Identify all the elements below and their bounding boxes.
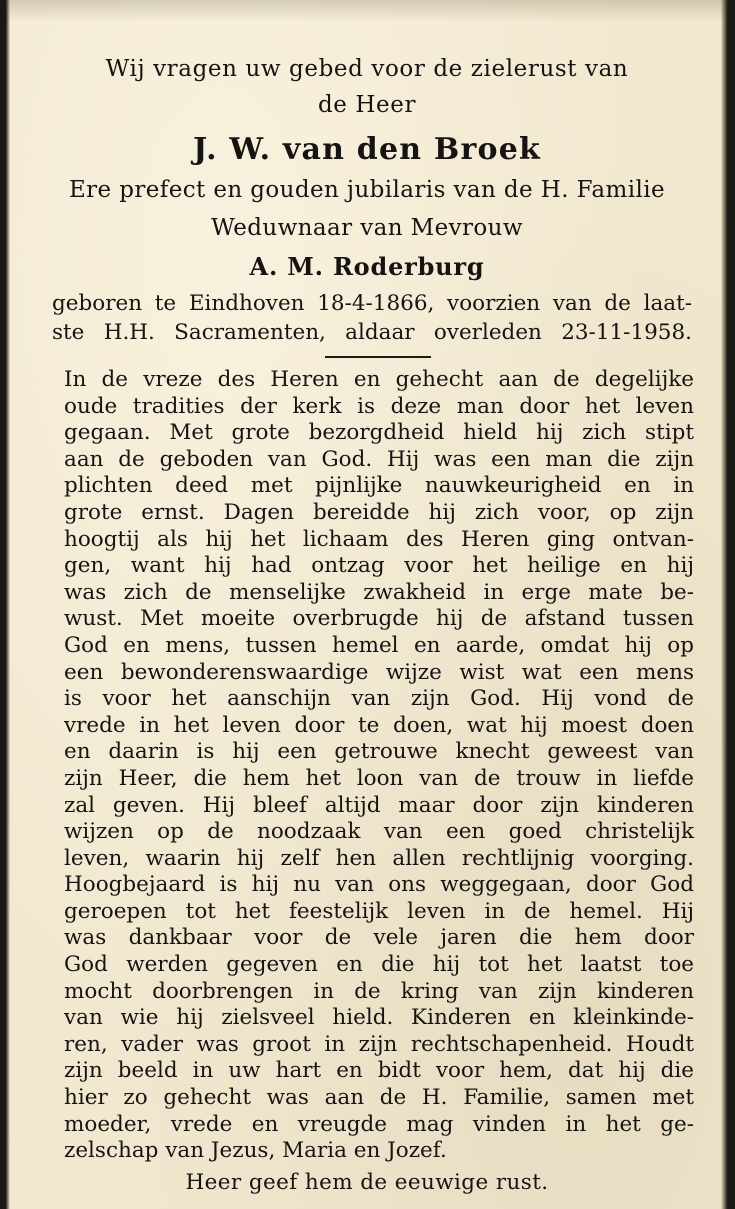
memorial-text-line: In de vreze des Heren en gehecht aan de degelijke bbox=[64, 367, 694, 392]
memorial-text-line: God en mens, tussen hemel en aarde, omdat hij op bbox=[64, 632, 694, 658]
memorial-text-line: zelschap van Jezus, Maria en Jozef. bbox=[64, 1138, 447, 1164]
prayer-request-title: de Heer bbox=[317, 92, 417, 118]
memorial-text-line: moeder, vrede en vreugde mag vinden in het ge- bbox=[64, 1111, 694, 1137]
memorial-text-line: Hoogbejaard is hij nu van ons weggegaan, door God bbox=[64, 872, 694, 898]
memorial-text-line: zal geven. Hij bleef altijd maar door zijn kinderen bbox=[64, 792, 694, 818]
memorial-text-line: zijn beeld in uw hart en bidt voor hem, dat hij die bbox=[64, 1058, 694, 1084]
memorial-text-line: gegaan. Met grote bezorgdheid hield hij zich stipt bbox=[64, 420, 694, 446]
memorial-text-line: hoogtij als hij het lichaam des Heren ging ontvan- bbox=[64, 526, 694, 552]
memorial-text-line: was dankbaar voor de vele jaren die hem door bbox=[64, 925, 694, 951]
memorial-text-line: en daarin is hij een getrouwe knecht geweest van bbox=[64, 739, 694, 765]
memorial-text-line: aan de geboden van God. Hij was een man die zijn bbox=[64, 446, 694, 472]
birth-death-line: geboren te Eindhoven 18-4-1866, voorzien van de laat- bbox=[52, 291, 692, 316]
memorial-text-line: ren, vader was groot in zijn rechtschapenheid. Houdt bbox=[64, 1031, 694, 1057]
memorial-text-line: zijn Heer, die hem het loon van de trouw in liefde bbox=[64, 765, 694, 791]
spouse-name: A. M. Roderburg bbox=[249, 252, 485, 281]
deceased-honors: Ere prefect en gouden jubilaris van de H. Familie bbox=[68, 177, 666, 203]
memorial-text-line: God werden gegeven en die hij tot het laatst toe bbox=[64, 952, 694, 978]
memorial-text-line: plichten deed met pijnlijke nauwkeurigheid en in bbox=[64, 473, 694, 499]
birth-death-details bbox=[52, 289, 692, 347]
memorial-text-line: een bewonderenswaardige wijze wist wat een mens bbox=[64, 659, 694, 685]
card-top-shade bbox=[6, 0, 728, 22]
memorial-text-line: geroepen tot het feestelijk leven in de hemel. Hij bbox=[64, 898, 694, 924]
memorial-text-line: wijzen op de noodzaak van een goed christelijk bbox=[64, 819, 694, 845]
birth-death-line: ste H.H. Sacramenten, aldaar overleden 23-11-1958. bbox=[52, 320, 692, 345]
widower-line: Weduwnaar van Mevrouw bbox=[211, 215, 523, 241]
memorial-text-line: leven, waarin hij zelf hen allen rechtlijnig voorging. bbox=[64, 845, 694, 871]
divider-rule bbox=[325, 356, 431, 358]
memorial-text-line: gen, want hij had ontzag voor het heilige en hij bbox=[64, 553, 694, 579]
memorial-text-line: is voor het aanschijn van zijn God. Hij vond de bbox=[64, 686, 694, 712]
deceased-name: J. W. van den Broek bbox=[193, 132, 541, 167]
memorial-text-line: van wie hij zielsveel hield. Kinderen en kleinkinde- bbox=[64, 1005, 694, 1031]
memorial-text-line: grote ernst. Dagen bereidde hij zich voor, op zijn bbox=[64, 499, 694, 525]
memorial-text-line: oude tradities der kerk is deze man door het leven bbox=[64, 393, 694, 419]
memorial-text bbox=[64, 367, 694, 1165]
memorial-text-line: was zich de menselijke zwakheid in erge mate be- bbox=[64, 579, 694, 605]
memorial-text-line: wust. Met moeite overbrugde hij de afstand tussen bbox=[64, 606, 694, 632]
memorial-card bbox=[6, 0, 728, 1209]
prayer-request-line: Wij vragen uw gebed voor de zielerust van bbox=[105, 56, 629, 82]
memorial-text-line: hier zo gehecht was aan de H. Familie, samen met bbox=[64, 1085, 694, 1111]
closing-prayer: Heer geef hem de eeuwige rust. bbox=[185, 1170, 549, 1195]
memorial-text-line: mocht doorbrengen in de kring van zijn kinderen bbox=[64, 978, 694, 1004]
memorial-text-line: vrede in het leven door te doen, wat hij moest doen bbox=[64, 712, 694, 738]
